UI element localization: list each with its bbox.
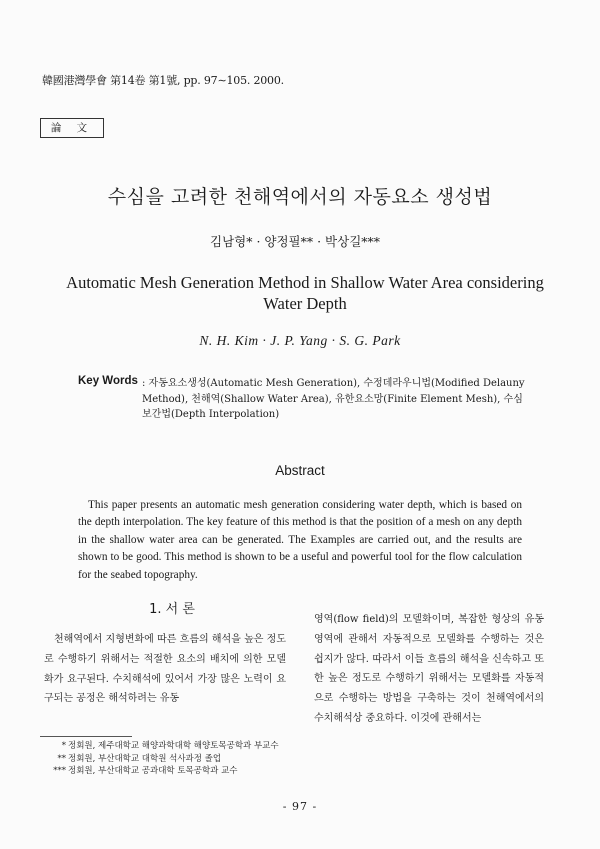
title-korean: 수심을 고려한 천해역에서의 자동요소 생성법 — [107, 186, 493, 208]
footnote-item — [40, 765, 279, 778]
footnote-mark: * — [61, 741, 66, 751]
page-number: - 97 - — [282, 800, 318, 813]
footnote-item — [40, 753, 279, 766]
abstract-heading: Abstract — [275, 463, 325, 478]
footnote-text: 정회원, 제주대학교 해양과학대학 해양토목공학과 부교수 — [68, 741, 279, 751]
footnotes — [40, 740, 279, 778]
article-type-label: 論 文 — [40, 118, 104, 138]
journal-citation: 韓國港灣學會 第14卷 第1號, pp. 97∼105. 2000. — [42, 74, 284, 87]
footnote-item — [40, 740, 279, 753]
body-column-right: 영역(flow field)의 모델화이며, 복잡한 형상의 유동영역에 관해서 자동적으로 모델화를 수행하는 것은 쉽지가 않다. 따라서 이들 흐름의 해석을 신속하고 또한 높은 정도로 수행하기 위해서는 모델화를 자동적으로 수행하는 방법을 구축하는 것이 천해역에서의 수치해석상 중요하다. 이것에 관해서는 — [314, 614, 544, 724]
footnote-text: 정회원, 부산대학교 공과대학 토목공학과 교수 — [68, 766, 238, 776]
keywords-text: : 자동요소생성(Automatic Mesh Generation), 수정데라우니법(Modified Delauny Method), 천해역(Shallow Water Area), 유한요소망(Finite Element Mesh), 수심보간법(Depth Interpolation) — [142, 378, 525, 420]
body-column-left: 천해역에서 지형변화에 따른 흐름의 해석을 높은 정도로 수행하기 위해서는 적절한 요소의 배치에 의한 모델화가 요구된다. 수치해석에 있어서 가장 많은 노력이 요구되는 공정은 해석하려는 유동 — [44, 634, 286, 705]
footnote-divider — [40, 736, 132, 737]
footnote-text: 정회원, 부산대학교 대학원 석사과정 졸업 — [68, 753, 222, 764]
title-english: Automatic Mesh Generation Method in Shallow Water Area considering Water Depth — [66, 273, 544, 313]
footnote-mark: *** — [53, 766, 66, 776]
footnote-mark: ** — [57, 753, 66, 764]
keywords-label: Key Words — [78, 375, 138, 387]
abstract-body: This paper presents an automatic mesh generation considering water depth, which is based on the depth interpolation. The key feature of this method is that the position of a mesh on any depth in the shallow water area can be generated. The Examples are carried out, and the results are shown to be good. This method is shown to be a useful and powerful tool for the flow calculation for the seabed topography. — [78, 499, 522, 581]
section-heading: 1. 서 론 — [149, 602, 195, 617]
authors-english: N. H. Kim · J. P. Yang · S. G. Park — [199, 333, 401, 348]
authors-korean: 김남형* · 양정필** · 박상길*** — [210, 234, 381, 249]
